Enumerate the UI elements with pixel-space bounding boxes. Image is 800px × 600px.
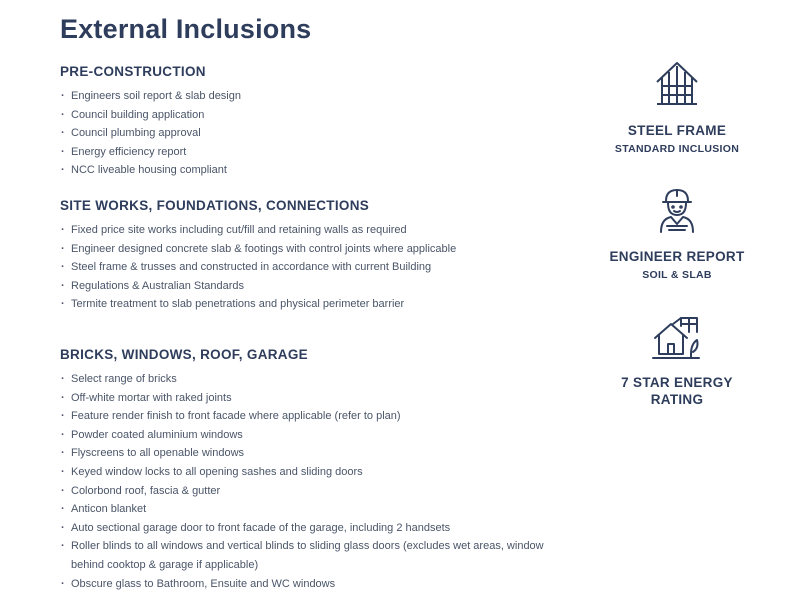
list-item: · Keyed window locks to all opening sashes and sliding doors — [60, 463, 560, 482]
section-pre-construction — [60, 64, 560, 180]
list-item: · Regulations & Australian Standards — [60, 277, 560, 296]
inclusion-list — [60, 221, 560, 314]
feature-title: ENGINEER REPORT — [609, 249, 745, 264]
feature-energy-rating — [592, 312, 762, 408]
list-item: · Council building application — [60, 106, 560, 125]
section-heading: PRE-CONSTRUCTION — [60, 64, 206, 79]
list-item: · Engineer designed concrete slab & footings with control joints where applicable — [60, 240, 560, 259]
section-heading: SITE WORKS, FOUNDATIONS, CONNECTIONS — [60, 198, 370, 213]
list-item: · Select range of bricks — [60, 370, 560, 389]
section-heading: BRICKS, WINDOWS, ROOF, GARAGE — [60, 347, 308, 362]
list-item: · Council plumbing approval — [60, 124, 560, 143]
feature-title: STEEL FRAME — [627, 123, 727, 138]
list-item: · Fixed price site works including cut/fill and retaining walls as required — [60, 221, 560, 240]
list-item: · Flyscreens to all openable windows — [60, 444, 560, 463]
list-item: · Colorbond roof, fascia & gutter — [60, 482, 560, 501]
list-item: · Steel frame & trusses and constructed in accordance with current Building — [60, 258, 560, 277]
energy-house-icon — [651, 312, 703, 364]
list-item: · Roller blinds to all windows and vertical blinds to sliding glass doors (excludes wet areas, window behind cooktop & garage if applicable) — [60, 537, 560, 574]
feature-subtitle: SOIL & SLAB — [642, 269, 712, 281]
list-item: · Engineers soil report & slab design — [60, 87, 560, 106]
list-item: · Energy efficiency report — [60, 143, 560, 162]
list-item: · Feature render finish to front facade where applicable (refer to plan) — [60, 407, 560, 426]
feature-subtitle: STANDARD INCLUSION — [614, 143, 740, 155]
list-item: · Off-white mortar with raked joints — [60, 389, 560, 408]
feature-engineer-report — [592, 184, 762, 281]
section-site-works — [60, 198, 560, 314]
list-item: · Auto sectional garage door to front facade of the garage, including 2 handsets — [60, 519, 560, 538]
list-item: · NCC liveable housing compliant — [60, 161, 560, 180]
list-item: · Anticon blanket — [60, 500, 560, 519]
inclusion-list — [60, 370, 560, 593]
list-item: · Obscure glass to Bathroom, Ensuite and WC windows — [60, 575, 560, 594]
engineer-icon — [651, 184, 703, 236]
inclusion-list — [60, 87, 560, 180]
list-item: · Termite treatment to slab penetrations and physical perimeter barrier — [60, 295, 560, 314]
list-item: · Powder coated aluminium windows — [60, 426, 560, 445]
house-frame-icon — [651, 58, 703, 110]
section-bricks-windows — [60, 347, 560, 593]
page-title: External Inclusions — [60, 14, 312, 44]
feature-steel-frame — [592, 58, 762, 155]
feature-title: 7 STAR ENERGY RATING — [621, 375, 733, 407]
